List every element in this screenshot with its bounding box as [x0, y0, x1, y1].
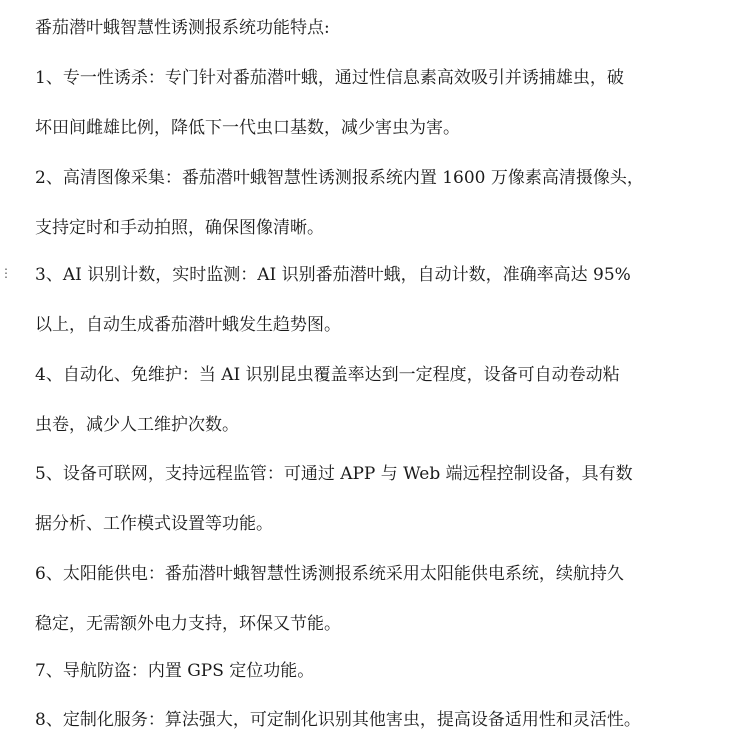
feature-5-line-1: 5、设备可联网，支持远程监管：可通过 APP 与 Web 端远程控制设备，具有数 [35, 464, 633, 484]
feature-6-line-2: 稳定，无需额外电力支持，环保又节能。 [35, 614, 341, 634]
feature-5 [35, 449, 715, 549]
feature-4-line-1: 4、自动化、免维护：当 AI 识别昆虫覆盖率达到一定程度，设备可自动卷动粘 [35, 365, 620, 385]
document-title: 番茄潜叶蛾智慧性诱测报系统功能特点: [35, 18, 330, 38]
feature-8-line-1: 8、定制化服务：算法强大，可定制化识别其他害虫，提高设备适用性和灵活性。 [35, 710, 641, 730]
feature-8 [35, 695, 715, 745]
feature-5-line-2: 据分析、工作模式设置等功能。 [35, 514, 273, 534]
feature-6 [35, 549, 715, 649]
feature-2 [35, 153, 715, 253]
feature-3 [35, 250, 715, 350]
feature-7-line-1: 7、导航防盗：内置 GPS 定位功能。 [35, 661, 315, 681]
feature-1-line-2: 坏田间雌雄比例，降低下一代虫口基数，减少害虫为害。 [35, 118, 460, 138]
feature-3-line-1: 3、AI 识别计数，实时监测：AI 识别番茄潜叶蛾，自动计数，准确率高达 95% [35, 265, 631, 285]
feature-1-line-1: 1、专一性诱杀：专门针对番茄潜叶蛾，通过性信息素高效吸引并诱捕雄虫，破 [35, 68, 624, 88]
feature-6-line-1: 6、太阳能供电：番茄潜叶蛾智慧性诱测报系统采用太阳能供电系统，续航持久 [35, 564, 624, 584]
feature-1 [35, 53, 715, 153]
feature-4-line-2: 虫卷，减少人工维护次数。 [35, 415, 239, 435]
feature-4 [35, 350, 715, 450]
feature-2-line-2: 支持定时和手动拍照，确保图像清晰。 [35, 218, 324, 238]
edge-mark: ⋮ [0, 266, 12, 280]
feature-3-line-2: 以上，自动生成番茄潜叶蛾发生趋势图。 [35, 315, 341, 335]
feature-7 [35, 646, 715, 696]
feature-2-line-1: 2、高清图像采集：番茄潜叶蛾智慧性诱测报系统内置 1600 万像素高清摄像头， [35, 168, 644, 188]
